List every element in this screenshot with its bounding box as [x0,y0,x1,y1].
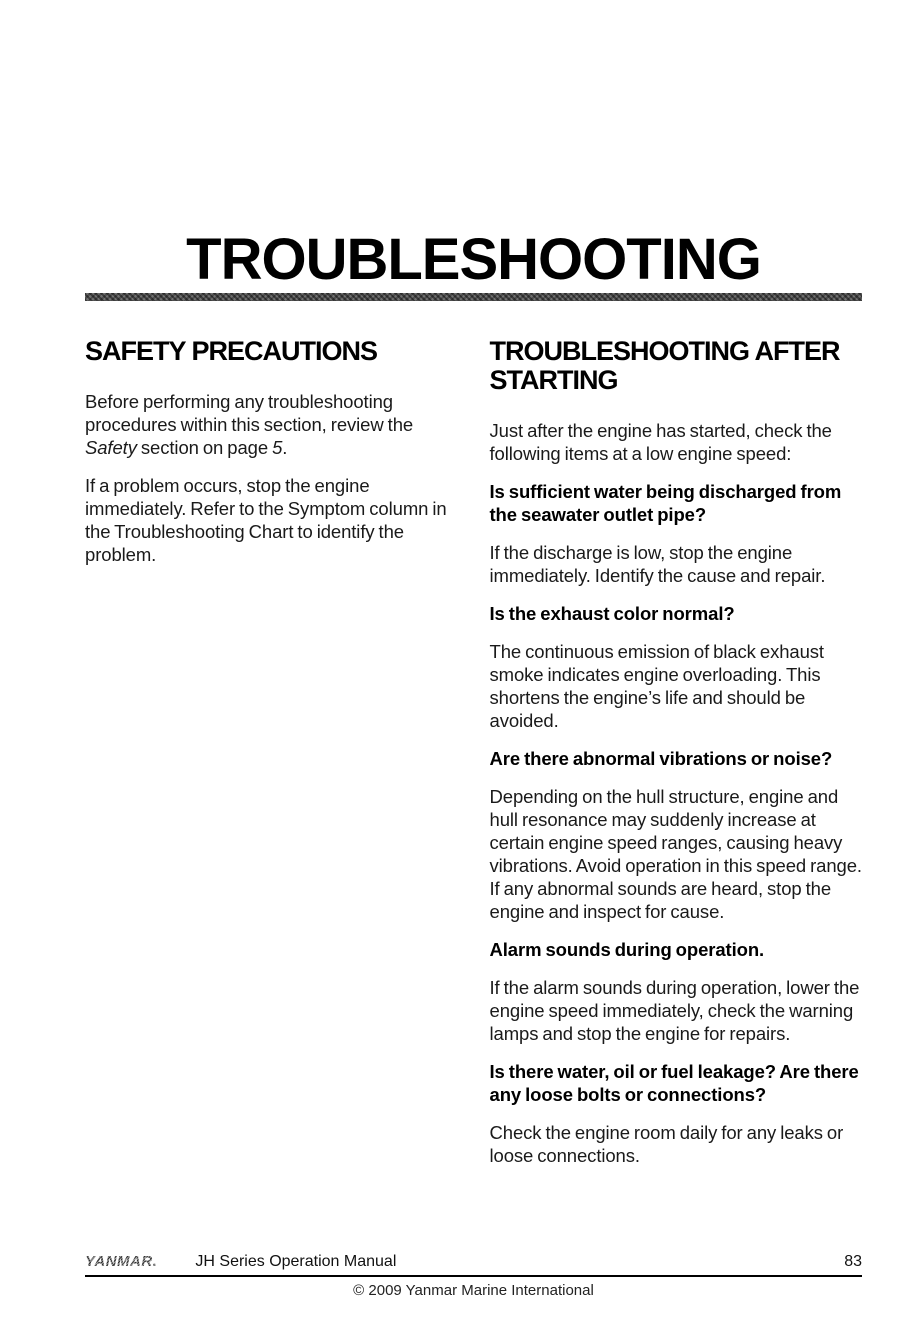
section-heading-safety-precautions: SAFETY PRECAUTIONS [85,336,378,366]
subhead-alarm-sounds: Alarm sounds during operation. [489,939,765,960]
para1-text-pre: Before performing any troubleshooting procedures within this section, review the [85,391,414,435]
body-leakage-loose-bolts: Check the engine room daily for any leaks or loose connections. [489,1122,844,1166]
title-divider [85,293,862,301]
subhead-water-discharge: Is sufficient water being discharged from the seawater outlet pipe? [489,481,842,525]
body-water-discharge: If the discharge is low, stop the engine immediately. Identify the cause and repair. [489,542,826,586]
body-vibrations-noise: Depending on the hull structure, engine and hull resonance may suddenly increase at certain engine speed ranges, causing heavy vibrations. Avoid operation in this speed range. If any abnormal sounds are heard, stop the engine and inspect for cause. [489,786,862,922]
manual-title: JH Series Operation Manual [195,1253,397,1270]
para1-text-mid: section on page [136,437,273,458]
body-exhaust-color: The continuous emission of black exhaust smoke indicates engine overloading. This shortens the engine’s life and should be avoided. [489,641,824,731]
subhead-vibrations-noise: Are there abnormal vibrations or noise? [489,748,833,769]
italic-page-ref: 5 [272,437,283,458]
page-content [85,0,862,1182]
two-column-body [85,337,862,1182]
italic-safety-ref: Safety [85,437,137,458]
subhead-leakage-loose-bolts: Is there water, oil or fuel leakage? Are there any loose bolts or connections? [489,1061,859,1105]
yanmar-logo: YANMAR. [85,1253,158,1270]
after-starting-intro: Just after the engine has started, check the following items at a low engine speed: [489,420,832,464]
section-heading-after-starting: TROUBLESHOOTING AFTER STARTING [489,336,840,395]
para1-text-end: . [282,437,288,458]
page-title: TROUBLESHOOTING [186,227,761,292]
safety-paragraph-2: If a problem occurs, stop the engine immediately. Refer to the Symptom column in the Troubleshooting Chart to identify the problem. [85,475,447,565]
right-column [490,337,863,1182]
safety-paragraph-1 [85,390,458,459]
page-footer [85,1253,862,1299]
footer-row [85,1253,862,1277]
page-number: 83 [844,1253,862,1270]
left-column [85,337,458,1182]
body-alarm-sounds: If the alarm sounds during operation, lower the engine speed immediately, check the warning lamps and stop the engine for repairs. [489,977,860,1044]
subhead-exhaust-color: Is the exhaust color normal? [489,603,735,624]
copyright-line: © 2009 Yanmar Marine International [353,1282,594,1299]
